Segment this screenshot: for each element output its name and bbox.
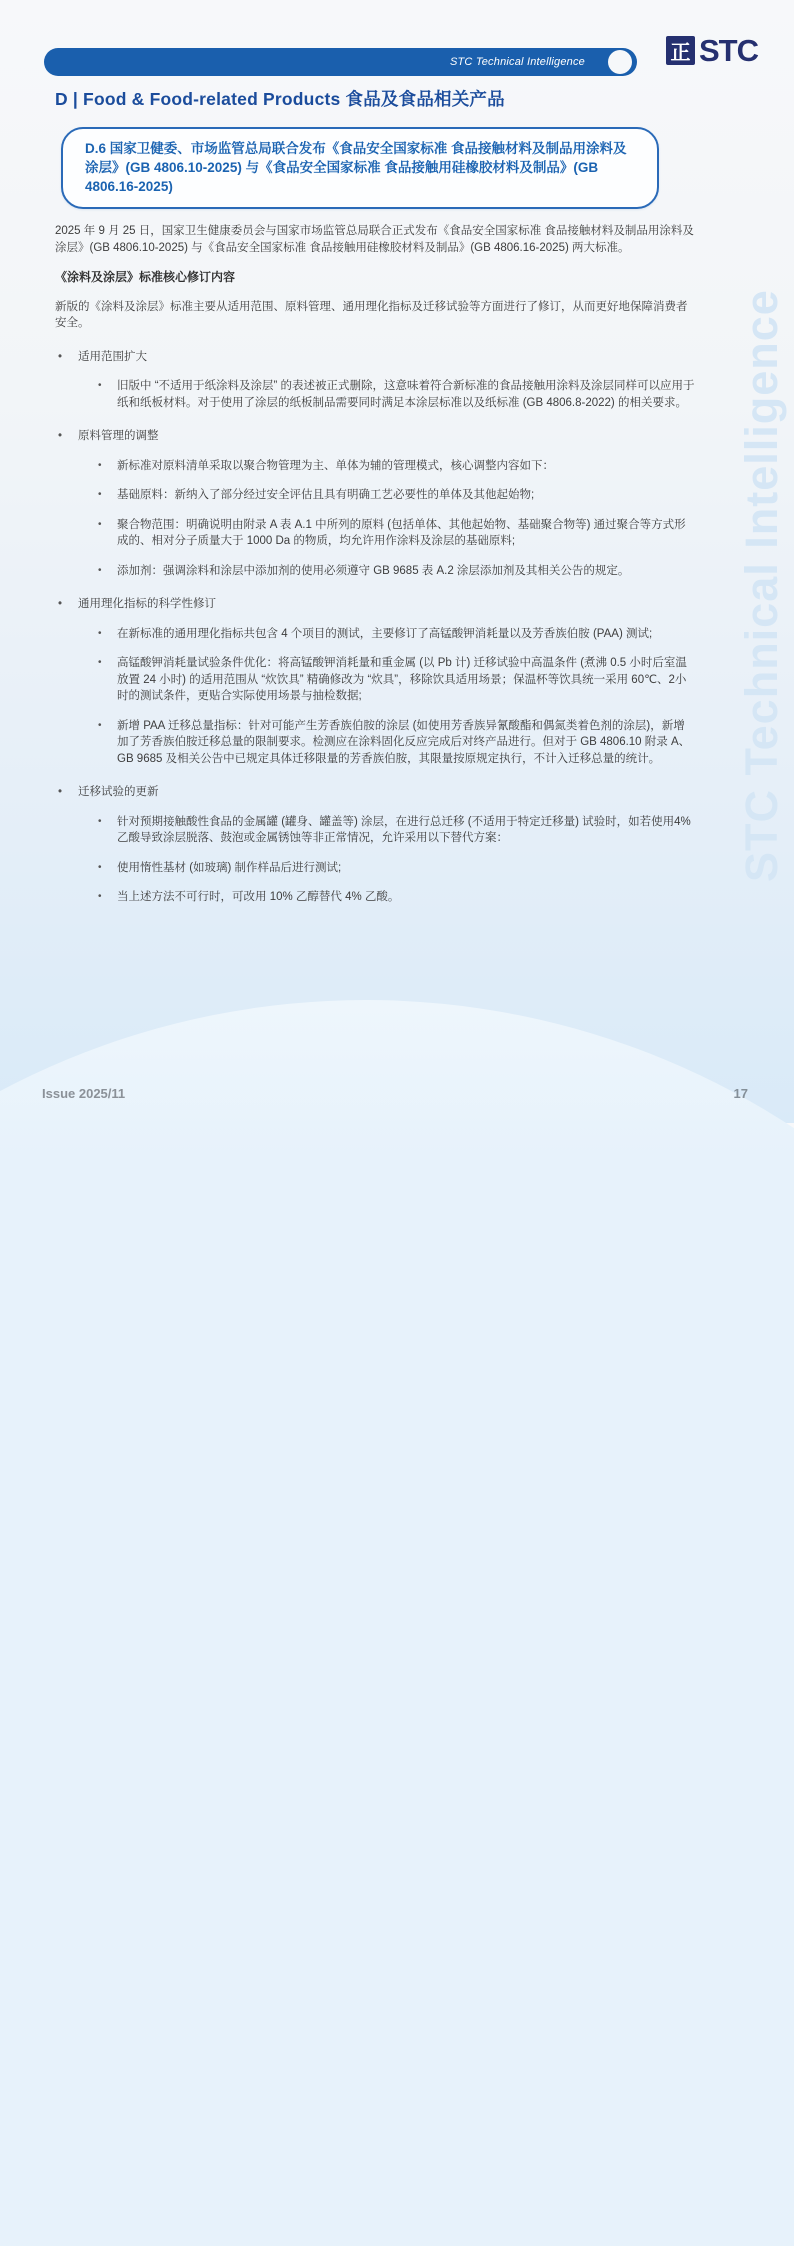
header-bar-label: STC Technical Intelligence bbox=[449, 56, 585, 68]
decorative-circle bbox=[0, 1000, 794, 2246]
header-bar bbox=[44, 48, 637, 76]
bullet-raw-materials-item: • 新标准对原料清单采取以聚合物管理为主、单体为辅的管理模式，核心调整内容如下： bbox=[95, 458, 695, 475]
watermark-text: STC Technical Intelligence bbox=[736, 289, 787, 882]
bullet-scope: • 适用范围扩大 bbox=[55, 349, 695, 366]
article-body bbox=[55, 223, 695, 906]
page-header bbox=[44, 33, 758, 76]
bullet-physiochemical: • 通用理化指标的科学性修订 bbox=[55, 596, 695, 613]
lead-paragraph: 新版的《涂料及涂层》标准主要从适用范围、原料管理、通用理化指标及迁移试验等方面进行了修订，从而更好地保障消费者安全。 bbox=[55, 300, 688, 329]
bullet-raw-materials-item: • 聚合物范围：明确说明由附录 A 表 A.1 中所列的原料 (包括单体、其他起始物、基础聚合物等) 通过聚合等方式形成的、相对分子质量大于 1000 Da 的物质，均允许用作涂料及涂层的基础原料; bbox=[95, 517, 695, 550]
bullet-physiochemical-item: • 新增 PAA 迁移总量指标：针对可能产生芳香族伯胺的涂层 (如使用芳香族异氰酸酯和偶氮类着色剂的涂层)，新增加了芳香族伯胺迁移总量的限制要求。检测应在涂料固化反应完成后对终产品进行。但对于 GB 4806.10 附录 A、GB 9685 及相关公告中已规定具体迁移限量的芳香族伯胺，其限量按原规定执行，不计入迁移总量的统计。 bbox=[95, 718, 695, 768]
bullet-scope-item: • 旧版中 “不适用于纸涂料及涂层” 的表述被正式删除，这意味着符合新标准的食品接触用涂料及涂层同样可以应用于纸和纸板材料。对于使用了涂层的纸板制品需要同时满足本涂层标准以及纸标准 (GB 4806.8-2022) 的相关要求。 bbox=[95, 378, 695, 411]
bullet-migration-test: • 迁移试验的更新 bbox=[55, 784, 695, 801]
page-number: 17 bbox=[733, 1086, 748, 1101]
stc-logo-text: STC bbox=[699, 33, 758, 68]
bullet-migration-test-item: • 使用惰性基材 (如玻璃) 制作样品后进行测试; bbox=[95, 860, 695, 877]
stc-logo-icon: 正 bbox=[666, 36, 695, 65]
bullet-physiochemical-item: • 高锰酸钾消耗量试验条件优化：将高锰酸钾消耗量和重金属 (以 Pb 计) 迁移试验中高温条件 (煮沸 0.5 小时后室温放置 24 小时) 的适用范围从 “炊饮具” 精确修改为 “炊具”，移除饮具适用场景；保温杯等饮具统一采用 60℃、2小时的测试条件，更贴合实际使用场景与抽检数据; bbox=[95, 655, 695, 705]
bullet-raw-materials: • 原料管理的调整 bbox=[55, 428, 695, 445]
stc-logo bbox=[666, 33, 758, 68]
bullet-raw-materials-item: • 添加剂：强调涂料和涂层中添加剂的使用必须遵守 GB 9685 表 A.2 涂层添加剂及其相关公告的规定。 bbox=[95, 563, 695, 580]
bullet-physiochemical-item: • 在新标准的通用理化指标共包含 4 个项目的测试，主要修订了高锰酸钾消耗量以及芳香族伯胺 (PAA) 测试; bbox=[95, 626, 695, 643]
crescent-icon bbox=[608, 50, 632, 74]
issue-label: Issue 2025/11 bbox=[42, 1086, 126, 1101]
page-footer bbox=[42, 1086, 748, 1101]
section-title: D | Food & Food-related Products 食品及食品相关产品 bbox=[55, 89, 505, 109]
article-title-box bbox=[61, 127, 659, 209]
bullet-migration-test-item: • 当上述方法不可行时，可改用 10% 乙醇替代 4% 乙酸。 bbox=[95, 889, 695, 906]
article-title: D.6 国家卫健委、市场监管总局联合发布《食品安全国家标准 食品接触材料及制品用涂料及涂层》(GB 4806.10-2025) 与《食品安全国家标准 食品接触用硅橡胶材料及制品》(GB 4806.16-2025) bbox=[85, 141, 627, 194]
bullet-migration-test-item: • 针对预期接触酸性食品的金属罐 (罐身、罐盖等) 涂层，在进行总迁移 (不适用于特定迁移量) 试验时，如若使用4%乙酸导致涂层脱落、鼓泡或金属锈蚀等非正常情况，允许采用以下替代方案： bbox=[95, 814, 695, 847]
main-content bbox=[55, 86, 695, 919]
intro-paragraph: 2025 年 9 月 25 日，国家卫生健康委员会与国家市场监管总局联合正式发布《食品安全国家标准 食品接触材料及制品用涂料及涂层》(GB 4806.10-2025) 与《食品安全国家标准 食品接触用硅橡胶材料及制品》(GB 4806.16-2025) 两大标准。 bbox=[55, 225, 694, 254]
core-revision-subheading: 《涂料及涂层》标准核心修订内容 bbox=[55, 270, 236, 284]
bullet-raw-materials-item: • 基础原料：新纳入了部分经过安全评估且具有明确工艺必要性的单体及其他起始物; bbox=[95, 487, 695, 504]
